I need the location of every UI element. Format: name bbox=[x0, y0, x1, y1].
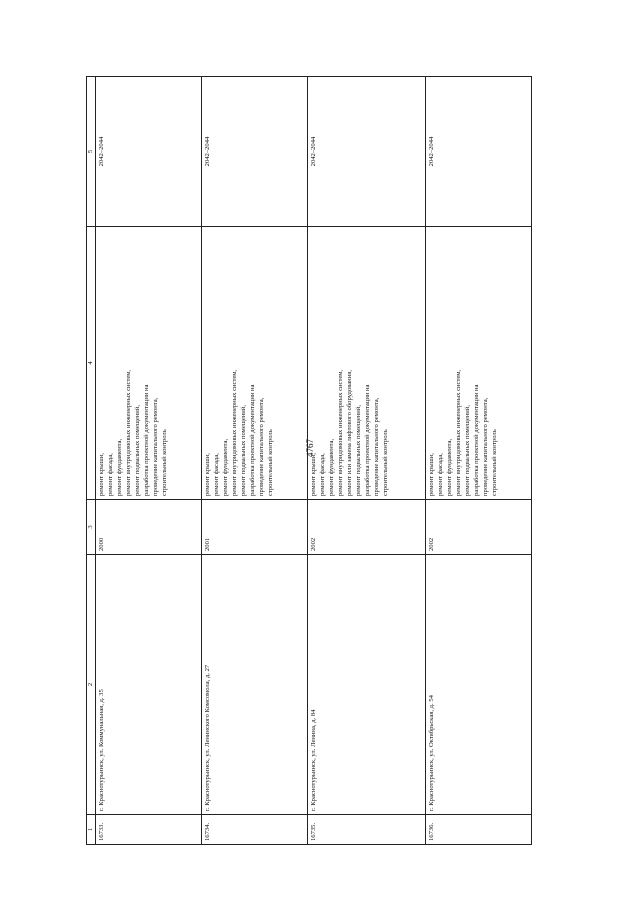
work-item: ремонт или замена лифтового оборудования, bbox=[345, 370, 353, 496]
work-item: проведение капитального ремонта, bbox=[152, 397, 159, 496]
work-item: ремонт внутридомовых инженерных систем, bbox=[230, 369, 238, 496]
work-item: ремонт подвальных помещений, bbox=[134, 405, 141, 496]
work-item: ремонт фундамента, bbox=[116, 438, 123, 496]
work-item: ремонт крыши, bbox=[203, 453, 211, 496]
row-works bbox=[426, 227, 532, 500]
table-row bbox=[426, 77, 532, 845]
table-row bbox=[201, 77, 307, 845]
row-number: 16735. bbox=[307, 815, 426, 845]
work-item: строительный контроль bbox=[266, 429, 274, 496]
work-item: строительный контроль bbox=[161, 429, 168, 496]
work-item: ремонт фасада, bbox=[437, 453, 445, 496]
row-year: 2000 bbox=[96, 500, 202, 555]
row-works bbox=[307, 227, 426, 500]
table-row bbox=[96, 77, 202, 845]
row-year: 2001 bbox=[201, 500, 307, 555]
work-item: ремонт фасада, bbox=[107, 453, 114, 496]
row-year: 2002 bbox=[307, 500, 426, 555]
row-number: 16733. bbox=[96, 815, 202, 845]
work-item: строительный контроль bbox=[381, 429, 389, 496]
table-row bbox=[307, 77, 426, 845]
row-period: 2042–2044 bbox=[201, 77, 307, 227]
row-address: г. Краснотурьинск, ул. Коммунальная, д. 35 bbox=[96, 555, 202, 815]
row-works bbox=[201, 227, 307, 500]
row-address: г. Краснотурьинск, ул. Ленинского Комсомола, д. 27 bbox=[201, 555, 307, 815]
work-item: разработка проектной документации на bbox=[248, 384, 256, 496]
header-col-2: 2 bbox=[87, 555, 96, 815]
work-item: ремонт подвальных помещений, bbox=[354, 405, 362, 496]
row-year: 2002 bbox=[426, 500, 532, 555]
work-item: ремонт фундамента, bbox=[221, 438, 229, 496]
header-col-1: 1 bbox=[87, 815, 96, 845]
row-address: г. Краснотурьинск, ул. Ленина, д. 84 bbox=[307, 555, 426, 815]
work-item: ремонт внутридомовых инженерных систем, bbox=[336, 369, 344, 496]
row-address: г. Краснотурьинск, ул. Октябрьская, д. 54 bbox=[426, 555, 532, 815]
capital-repair-table bbox=[86, 76, 532, 845]
work-item: строительный контроль bbox=[491, 429, 499, 496]
header-col-4: 4 bbox=[87, 227, 96, 500]
row-works bbox=[96, 227, 202, 500]
row-period: 2042–2044 bbox=[96, 77, 202, 227]
document-table-area bbox=[86, 77, 532, 845]
work-item: разработка проектной документации на bbox=[143, 384, 150, 496]
work-item: ремонт крыши, bbox=[98, 453, 105, 496]
row-period: 2042–2044 bbox=[307, 77, 426, 227]
page-number-text: 4767 bbox=[305, 439, 315, 457]
work-item: ремонт внутридомовых инженерных систем, bbox=[125, 369, 132, 496]
row-period: 2042–2044 bbox=[426, 77, 532, 227]
work-item: ремонт подвальных помещений, bbox=[464, 405, 472, 496]
work-item: проведение капитального ремонта, bbox=[372, 397, 380, 496]
work-item: разработка проектной документации на bbox=[473, 384, 481, 496]
work-item: ремонт фасада, bbox=[212, 453, 220, 496]
header-row bbox=[87, 77, 96, 845]
header-col-5: 5 bbox=[87, 77, 96, 227]
work-item: ремонт фасада, bbox=[318, 453, 326, 496]
work-item: ремонт фундамента, bbox=[327, 438, 335, 496]
row-number: 16734. bbox=[201, 815, 307, 845]
work-item: проведение капитального ремонта, bbox=[482, 397, 490, 496]
work-item: ремонт крыши, bbox=[309, 453, 317, 496]
work-item: ремонт фундамента, bbox=[446, 438, 454, 496]
row-number: 16736. bbox=[426, 815, 532, 845]
work-item: ремонт крыши, bbox=[428, 453, 436, 496]
work-item: разработка проектной документации на bbox=[363, 384, 371, 496]
rotated-table-container bbox=[86, 77, 532, 845]
work-item: проведение капитального ремонта, bbox=[257, 397, 265, 496]
work-item: ремонт внутридомовых инженерных систем, bbox=[455, 369, 463, 496]
work-item: ремонт подвальных помещений, bbox=[239, 405, 247, 496]
header-col-3: 3 bbox=[87, 500, 96, 555]
